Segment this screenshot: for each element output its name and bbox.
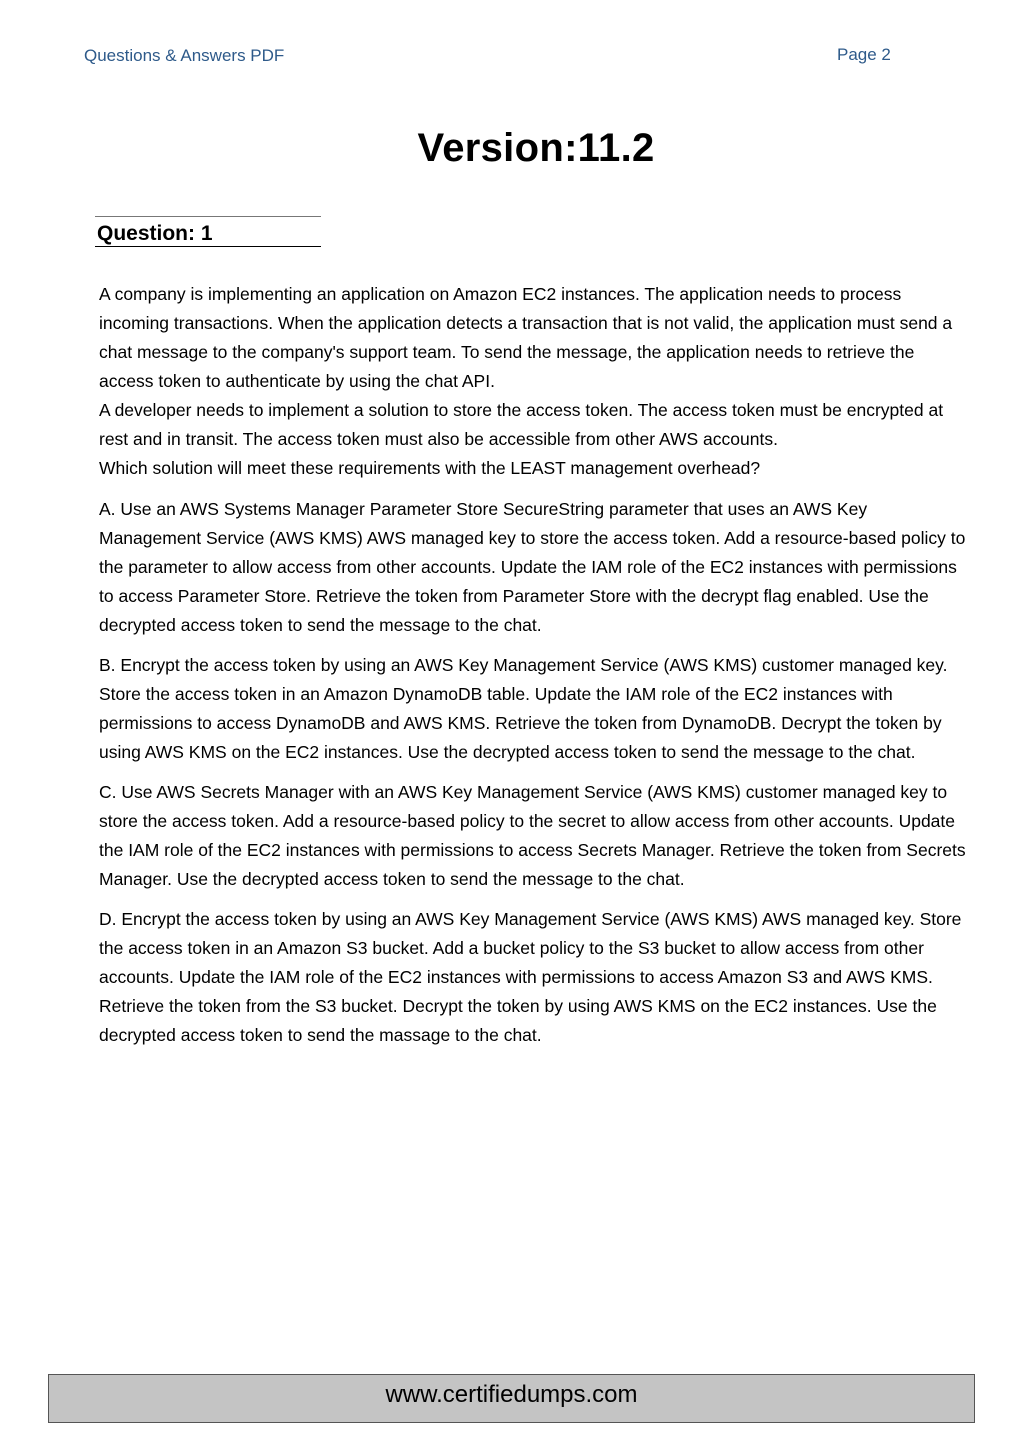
stem-paragraph-2: A developer needs to implement a solution to store the access token. The access token must be encrypted at rest and in transit. The access token must also be accessible from other AWS accounts.: [99, 400, 944, 449]
stem-paragraph-1: A company is implementing an application on Amazon EC2 instances. The application needs to process incoming transactions. When the application detects a transaction that is not valid, the application must send a chat message to the company's support team. To send the message, the application needs to retrieve the access token to authenticate by using the chat API.: [99, 284, 953, 391]
option-a: A. Use an AWS Systems Manager Parameter Store SecureString parameter that uses an AWS Key Management Service (AWS KMS) AWS managed key to store the access token. Add a resource-based policy to the parameter to allow access from other accounts. Update the IAM role of the EC2 instances with permissions to access Parameter Store. Retrieve the token from Parameter Store with the decrypt flag enabled. Use the decrypted access token to send the message to the chat.: [99, 499, 966, 635]
question-body: [99, 280, 969, 1061]
option-b: B. Encrypt the access token by using an AWS Key Management Service (AWS KMS) customer managed key. Store the access token in an Amazon DynamoDB table. Update the IAM role of the EC2 instances with permissions to access DynamoDB and AWS KMS. Retrieve the token from DynamoDB. Decrypt the token by using AWS KMS on the EC2 instances. Use the decrypted access token to send the message to the chat.: [99, 655, 948, 762]
page-number: Page 2: [837, 45, 891, 64]
question-rule-top: [95, 216, 321, 217]
option-c: C. Use AWS Secrets Manager with an AWS Key Management Service (AWS KMS) customer managed key to store the access token. Add a resource-based policy to the secret to allow access from other accounts. Update the IAM role of the EC2 instances with permissions to access Secrets Manager. Retrieve the token from Secrets Manager. Use the decrypted access token to send the message to the chat.: [99, 782, 966, 889]
footer-banner: [48, 1374, 975, 1423]
option-d: D. Encrypt the access token by using an AWS Key Management Service (AWS KMS) AWS managed key. Store the access token in an Amazon S3 bucket. Add a bucket policy to the S3 bucket to allow access from other accounts. Update the IAM role of the EC2 instances with permissions to access Amazon S3 and AWS KMS. Retrieve the token from the S3 bucket. Decrypt the token by using AWS KMS on the EC2 instances. Use the decrypted access token to send the massage to the chat.: [99, 909, 962, 1045]
question-heading: Question: 1: [97, 222, 213, 245]
footer-url[interactable]: www.certifiedumps.com: [385, 1381, 638, 1408]
question-stem: [99, 280, 969, 483]
version-title: Version:11.2: [417, 126, 655, 170]
question-rule-bottom: [95, 246, 321, 247]
header-title: Questions & Answers PDF: [84, 46, 285, 65]
stem-paragraph-3: Which solution will meet these requirements with the LEAST management overhead?: [99, 458, 761, 478]
